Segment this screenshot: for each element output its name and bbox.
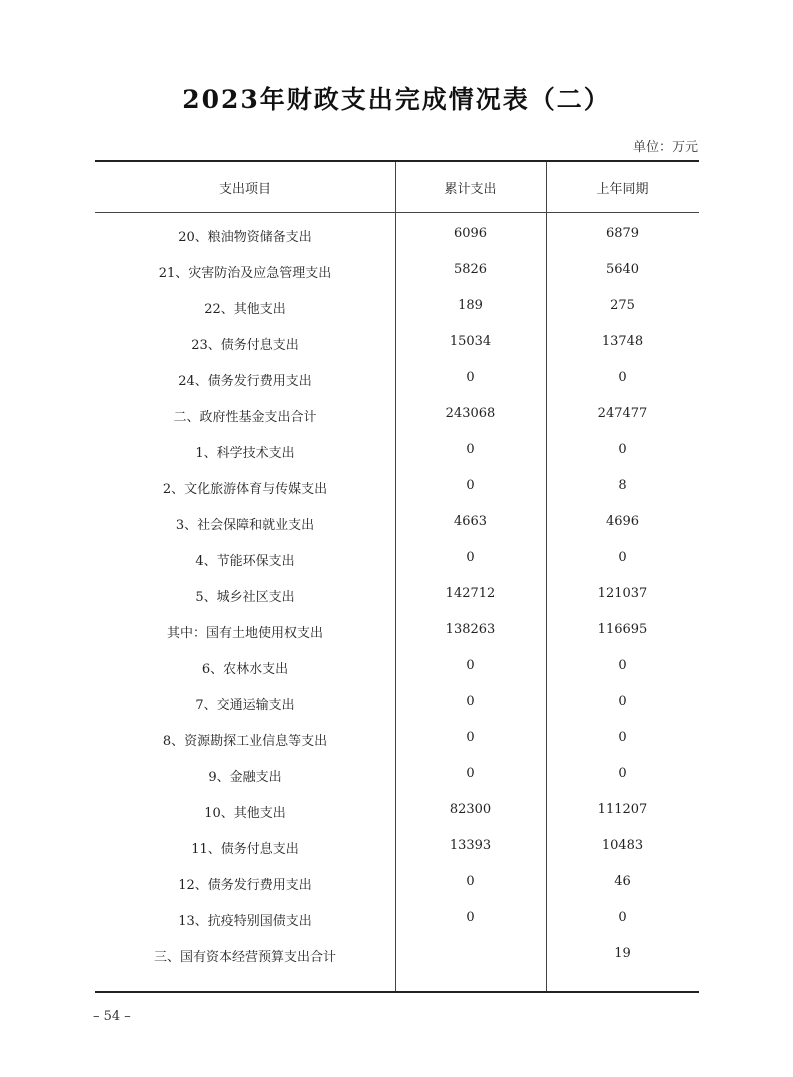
header-cumulative: 累计支出	[444, 181, 497, 197]
table-row	[95, 440, 699, 476]
table-row	[95, 620, 699, 656]
item-name: 5、城乡社区支出	[195, 590, 295, 605]
cumulative-value: 0	[466, 694, 475, 709]
item-name: 12、债务发行费用支出	[178, 878, 312, 893]
prior-year-value: 10483	[601, 838, 644, 853]
item-name: 其中：国有土地使用权支出	[166, 626, 323, 641]
prior-year-value: 0	[618, 730, 627, 745]
item-name: 3、社会保障和就业支出	[175, 518, 315, 533]
prior-year-value: 0	[618, 910, 627, 925]
item-name: 10、其他支出	[204, 806, 286, 821]
table-row	[95, 584, 699, 620]
table-row	[95, 908, 699, 944]
header-prior-year: 上年同期	[596, 181, 649, 197]
cumulative-value: 13393	[449, 838, 492, 853]
cumulative-value: 189	[458, 298, 483, 313]
table-row	[95, 548, 699, 584]
page-title: 2023年财政支出完成情况表（二）	[182, 85, 611, 114]
table-row	[95, 512, 699, 548]
prior-year-value: 111207	[597, 802, 648, 817]
table-row	[95, 656, 699, 692]
prior-year-value: 116695	[597, 622, 648, 637]
item-name: 20、粮油物资储备支出	[178, 230, 312, 245]
item-name: 2、文化旅游体育与传媒支出	[162, 482, 328, 497]
item-name: 13、抗疫特别国债支出	[178, 914, 312, 929]
table-row	[95, 764, 699, 800]
item-name: 二、政府性基金支出合计	[173, 410, 317, 425]
item-name: 22、其他支出	[204, 302, 286, 317]
item-name: 7、交通运输支出	[195, 698, 295, 713]
table-row	[95, 404, 699, 440]
cumulative-value: 0	[466, 766, 475, 781]
unit-label: 单位：万元	[632, 140, 698, 155]
cumulative-value: 0	[466, 478, 475, 493]
prior-year-value: 8	[618, 478, 627, 493]
cumulative-value: 142712	[445, 586, 496, 601]
cumulative-value: 0	[466, 910, 475, 925]
item-name: 8、资源勘探工业信息等支出	[162, 734, 328, 749]
prior-year-value: 6879	[605, 226, 640, 241]
prior-year-value: 46	[614, 874, 631, 889]
cumulative-value: 0	[466, 658, 475, 673]
item-name: 6、农林水支出	[201, 662, 289, 677]
cumulative-value: 0	[466, 550, 475, 565]
table-row	[95, 368, 699, 404]
item-name: 4、节能环保支出	[195, 554, 295, 569]
table-row	[95, 260, 699, 296]
item-name: 1、科学技术支出	[195, 446, 295, 461]
table-row	[95, 332, 699, 368]
prior-year-value: 4696	[605, 514, 640, 529]
prior-year-value: 0	[618, 658, 627, 673]
cumulative-value: 5826	[453, 262, 488, 277]
prior-year-value: 5640	[605, 262, 640, 277]
expenditure-table	[95, 160, 699, 993]
cumulative-value: 0	[466, 730, 475, 745]
cumulative-value: 138263	[445, 622, 496, 637]
prior-year-value: 121037	[597, 586, 648, 601]
prior-year-value: 0	[618, 370, 627, 385]
cumulative-value: 0	[466, 442, 475, 457]
item-name: 三、国有资本经营预算支出合计	[153, 950, 336, 965]
cumulative-value: 0	[466, 370, 475, 385]
table-row	[95, 944, 699, 980]
item-name: 9、金融支出	[208, 770, 282, 785]
cumulative-value: 0	[466, 874, 475, 889]
table-header-row	[95, 162, 699, 213]
cumulative-value	[395, 944, 546, 980]
cumulative-value: 4663	[453, 514, 488, 529]
table-row	[95, 800, 699, 836]
table-row	[95, 728, 699, 764]
prior-year-value: 13748	[601, 334, 644, 349]
prior-year-value: 0	[618, 766, 627, 781]
cumulative-value: 243068	[445, 406, 496, 421]
prior-year-value: 0	[618, 442, 627, 457]
table-row	[95, 296, 699, 332]
prior-year-value: 0	[618, 550, 627, 565]
table-row	[95, 872, 699, 908]
header-item: 支出项目	[218, 181, 271, 197]
prior-year-value: 247477	[597, 406, 648, 421]
prior-year-value: 0	[618, 694, 627, 709]
table-row	[95, 224, 699, 260]
table-row	[95, 476, 699, 512]
item-name: 24、债务发行费用支出	[178, 374, 312, 389]
item-name: 11、债务付息支出	[191, 842, 299, 857]
cumulative-value: 6096	[453, 226, 488, 241]
item-name: 23、债务付息支出	[191, 338, 299, 353]
page-number: – 54 –	[93, 1009, 131, 1024]
table-row	[95, 692, 699, 728]
table-row	[95, 836, 699, 872]
item-name: 21、灾害防治及应急管理支出	[158, 266, 332, 281]
cumulative-value: 15034	[449, 334, 492, 349]
table-body	[95, 224, 699, 980]
cumulative-value: 82300	[449, 802, 492, 817]
prior-year-value: 275	[610, 298, 635, 313]
prior-year-value: 19	[614, 946, 631, 961]
